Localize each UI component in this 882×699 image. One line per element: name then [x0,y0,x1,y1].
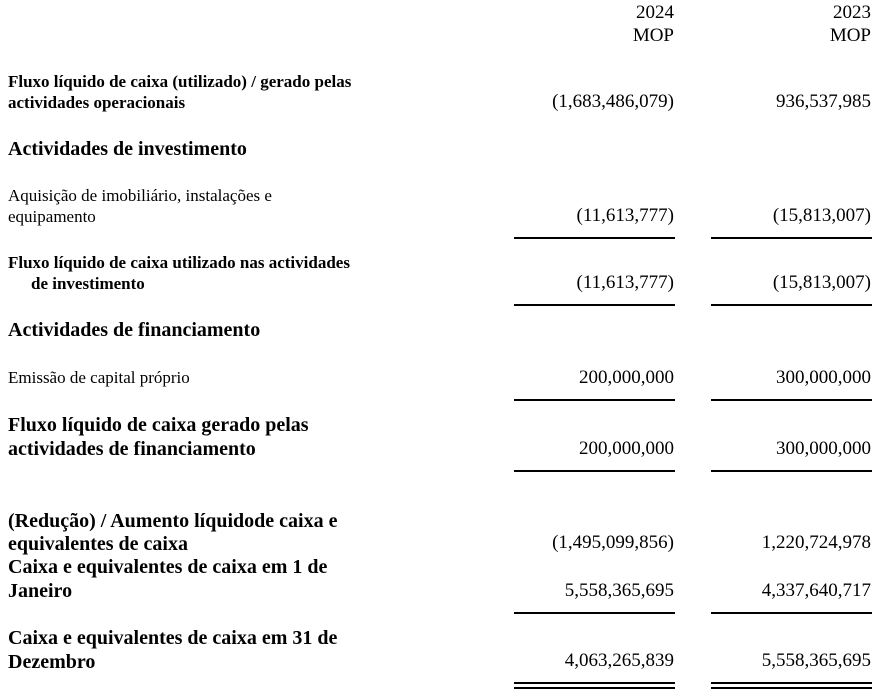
capital-rule-2023 [711,399,872,401]
opening-2023: 4,337,640,717 [761,580,871,601]
opening-label-1: Caixa e equivalentes de caixa em 1 de [8,556,328,578]
op-flow-2024: (1,683,486,079) [552,91,674,112]
acquisition-label-2: equipamento [8,207,96,226]
opening-label-2: Janeiro [8,580,73,602]
acquisition-rule-2024 [514,237,675,239]
inv-flow-rule-2024 [514,304,675,306]
investing-heading: Actividades de investimento [8,138,247,160]
closing-double-rule-2024-top [514,682,675,684]
closing-double-rule-2023-bottom [711,687,872,689]
fin-flow-2023: 300,000,000 [776,438,871,459]
closing-2023: 5,558,365,695 [761,650,871,671]
fin-flow-2024: 200,000,000 [579,438,674,459]
net-change-2023: 1,220,724,978 [761,532,871,553]
acquisition-rule-2023 [711,237,872,239]
acquisition-2023: (15,813,007) [772,205,871,226]
op-flow-label-2: actividades operacionais [8,93,186,112]
op-flow-label-1: Fluxo líquido de caixa (utilizado) / gerado pelas [8,72,352,91]
acquisition-label-1: Aquisição de imobiliário, instalações e [8,186,272,205]
fin-flow-label-1: Fluxo líquido de caixa gerado pelas [8,414,309,436]
closing-double-rule-2023-top [711,682,872,684]
closing-label-2: Dezembro [8,651,96,673]
opening-2024: 5,558,365,695 [564,580,674,601]
opening-rule-2024 [514,612,675,614]
fin-flow-rule-2024 [514,470,675,472]
inv-flow-label-1: Fluxo líquido de caixa utilizado nas actividades [8,253,350,272]
net-change-label-1: (Redução) / Aumento líquidode caixa e [8,510,338,532]
capital-2023: 300,000,000 [776,367,871,388]
net-change-2024: (1,495,099,856) [552,532,674,553]
op-flow-2023: 936,537,985 [776,91,871,112]
net-change-label-2: equivalentes de caixa [8,533,188,555]
col-2024-unit: MOP [632,25,674,46]
fin-flow-rule-2023 [711,470,872,472]
inv-flow-2023: (15,813,007) [772,272,871,293]
inv-flow-rule-2023 [711,304,872,306]
col-2023-unit: MOP [829,25,871,46]
fin-flow-label-2: actividades de financiamento [8,438,256,460]
col-2023-year: 2023 [833,2,871,23]
inv-flow-label-2: de investimento [31,274,145,293]
closing-double-rule-2024-bottom [514,687,675,689]
financing-heading: Actividades de financiamento [8,319,261,341]
inv-flow-2024: (11,613,777) [576,272,674,293]
col-2024-year: 2024 [636,2,674,23]
closing-2024: 4,063,265,839 [564,650,674,671]
capital-2024: 200,000,000 [579,367,674,388]
capital-rule-2024 [514,399,675,401]
acquisition-2024: (11,613,777) [576,205,674,226]
opening-rule-2023 [711,612,872,614]
capital-label: Emissão de capital próprio [8,368,190,387]
closing-label-1: Caixa e equivalentes de caixa em 31 de [8,627,338,649]
